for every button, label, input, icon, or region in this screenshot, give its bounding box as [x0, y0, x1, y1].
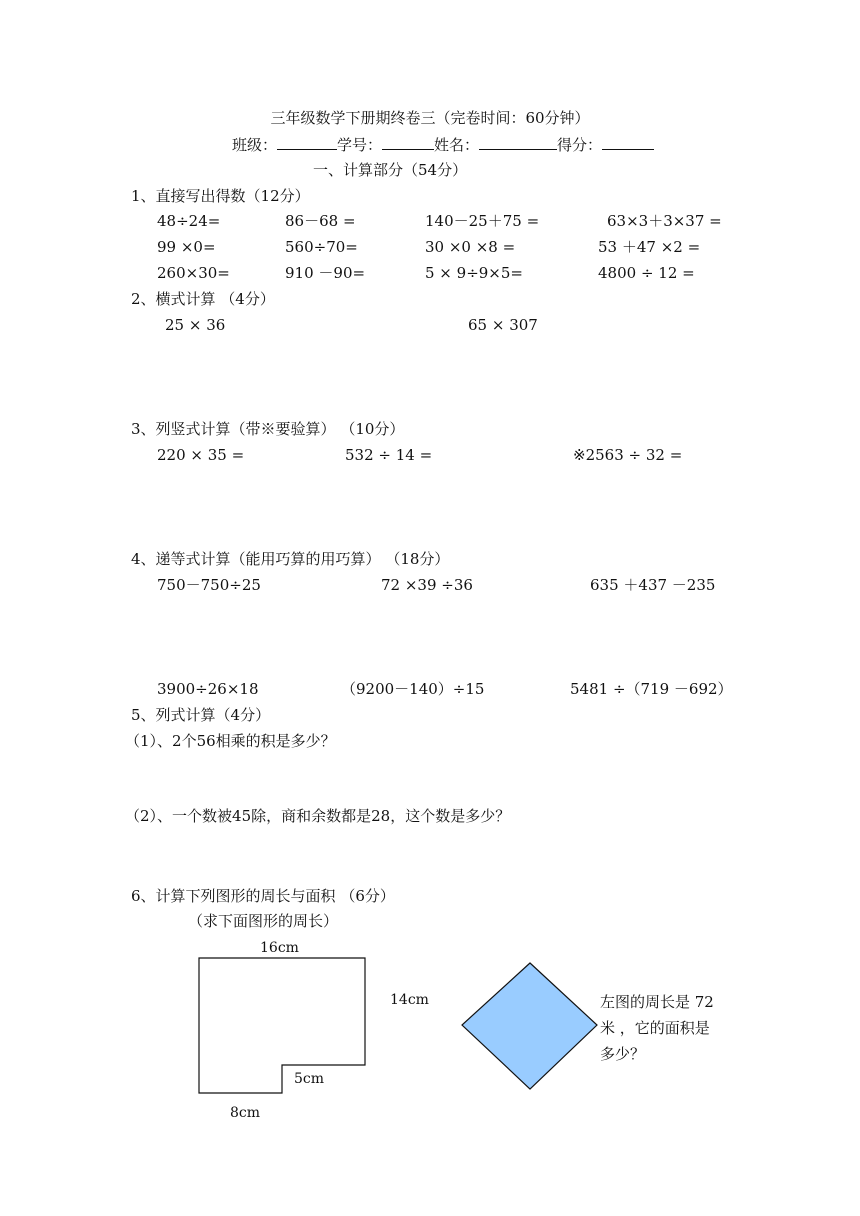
q1-item: 99 ×0= [157, 238, 216, 256]
student-id-label: 学号： [337, 136, 383, 154]
square-question-line-3: 多少？ [600, 1045, 646, 1063]
q1-item: 5 × 9÷9×5= [425, 264, 523, 282]
q1-item: 260×30= [157, 264, 230, 282]
score-label: 得分： [557, 136, 603, 154]
section-heading: 一、计算部分（54分） [313, 161, 468, 179]
dim-top-label: 16cm [260, 940, 299, 956]
l-shape-figure [199, 958, 365, 1093]
name-label: 姓名： [434, 136, 480, 154]
q4-item: 5481 ÷（719 －692） [570, 680, 733, 698]
q4-item: 635 ＋437 －235 [590, 576, 716, 594]
q1-item: 560÷70= [285, 238, 358, 256]
q4-item: （9200－140）÷15 [341, 680, 485, 698]
q1-item: 140－25＋75 = [425, 212, 540, 230]
class-label: 班级： [232, 136, 278, 154]
q1-item: 53 ＋47 ×2 = [598, 238, 701, 256]
q1-item: 4800 ÷ 12 = [598, 264, 695, 282]
q3-item: 220 × 35 = [157, 446, 245, 464]
dim-right-label: 14cm [390, 992, 429, 1008]
page-title: 三年级数学下册期终卷三（完卷时间：60分钟） [270, 109, 590, 127]
q1-item: 86－68 = [285, 212, 356, 230]
question-5-label: 5、列式计算（4分） [131, 706, 271, 724]
question-3-label: 3、列竖式计算（带※要验算） （10分） [131, 420, 405, 438]
q3-item: 532 ÷ 14 = [345, 446, 433, 464]
question-1-label: 1、直接写出得数（12分） [131, 187, 310, 205]
square-question-line-2: 米 ，它的面积是 [600, 1019, 710, 1037]
q5-sub-question-1: （1）、2个56相乘的积是多少？ [125, 732, 336, 750]
q2-item: 25 × 36 [165, 316, 226, 334]
question-2-label: 2、横式计算 （4分） [131, 290, 275, 308]
question-4-label: 4、递等式计算（能用巧算的用巧算） （18分） [131, 550, 450, 568]
q6-sub-note: （求下面图形的周长） [188, 912, 339, 930]
q5-sub-question-2: （2）、一个数被45除，商和余数都是28，这个数是多少？ [125, 807, 511, 825]
square-question-line-1: 左图的周长是 72 [600, 993, 714, 1011]
q1-item: 910 －90= [285, 264, 366, 282]
q1-item: 63×3＋3×37 = [607, 212, 722, 230]
dim-notch-label: 5cm [294, 1071, 325, 1087]
q4-item: 72 ×39 ÷36 [381, 576, 473, 594]
q4-item: 750－750÷25 [157, 576, 261, 594]
q1-item: 30 ×0 ×8 = [425, 238, 516, 256]
square-figure [462, 963, 597, 1089]
q4-item: 3900÷26×18 [157, 680, 259, 698]
q2-item: 65 × 307 [468, 316, 538, 334]
question-6-label: 6、计算下列图形的周长与面积 （6分） [131, 887, 395, 905]
q1-item: 48÷24= [157, 212, 221, 230]
dim-bottom-label: 8cm [230, 1105, 261, 1121]
q3-item: ※2563 ÷ 32 = [573, 446, 683, 464]
